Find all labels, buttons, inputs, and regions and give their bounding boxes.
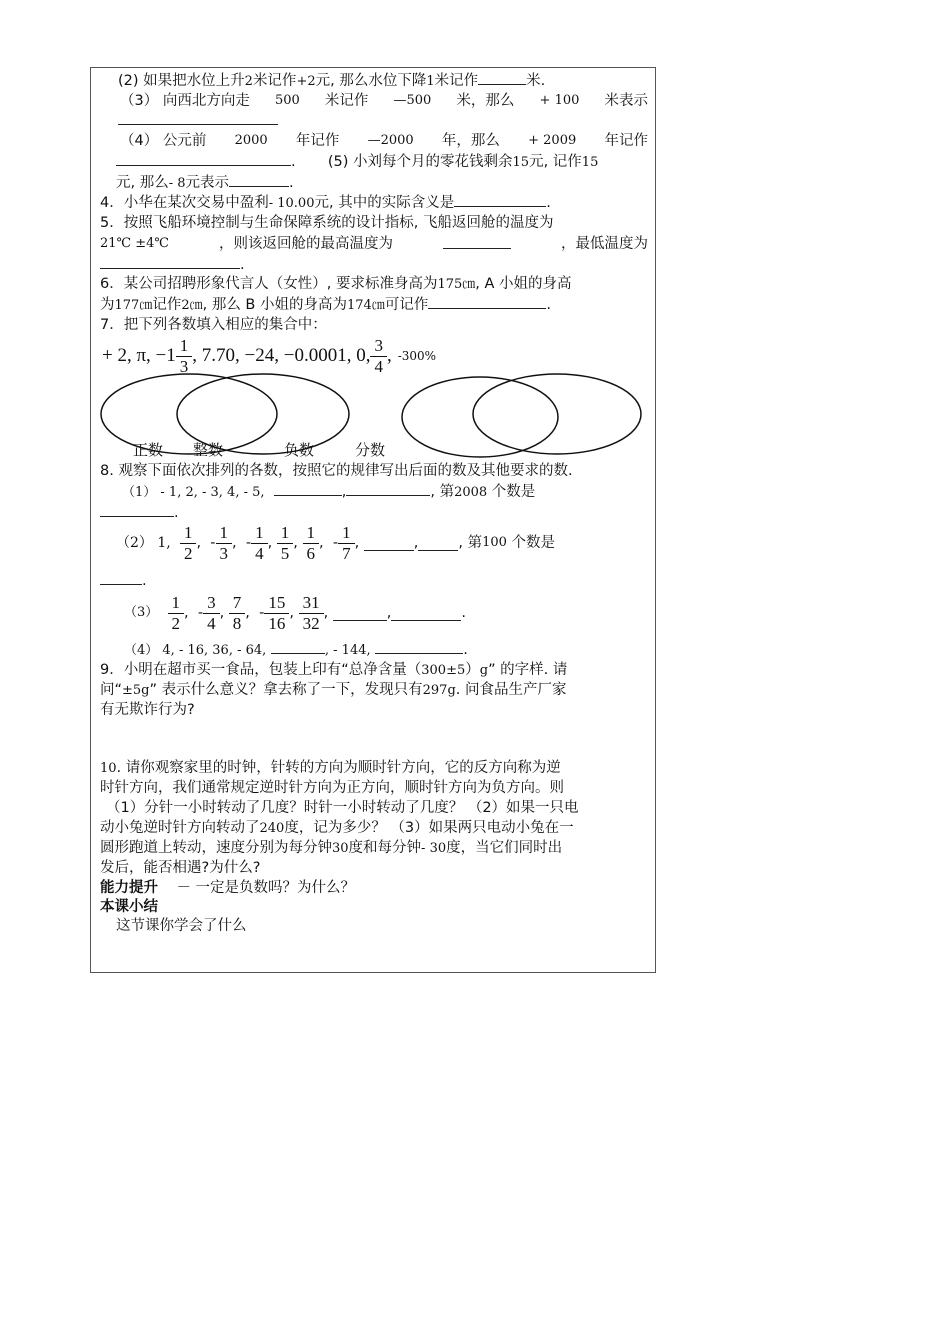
q9-line2: 问“±5g” 表示什么意义？拿去称了一下，发现只有297g. 问食品生产厂家 — [100, 682, 567, 698]
answer-blank[interactable] — [229, 172, 289, 187]
q6-line2: 为177㎝记作2㎝, 那么 B 小姐的身高为174㎝可记作 . — [100, 294, 650, 316]
q10-line1: 10. 请你观察家里的时钟，针转的方向为顺时针方向，它的反方向称为逆 — [100, 760, 561, 776]
q8-seq1: （1） - 1, 2, - 3, 4, - 5, , , 第2008 个数是 — [122, 481, 672, 503]
q7-title: 7．把下列各数填入相应的集合中： — [100, 317, 327, 333]
fraction: $\frac{1}{3}$ — [178, 336, 191, 377]
ability-section: 能力提升 － 一定是负数吗？为什么？ — [100, 880, 356, 896]
q8-seq3: （3） $\frac{1}{2}$ , - $\frac{3}{4}$ , $\frac{7}{8}$ , - $\frac{15}{16}$ , $\frac{31}{32}$ , , . — [124, 592, 466, 633]
q5-line3: . — [100, 254, 650, 275]
answer-blank[interactable] — [333, 606, 387, 621]
q10-line4: 动小兔逆时针方向转动了240度，记为多少？ （3）如果两只电动小兔在一 — [100, 820, 574, 836]
q10-line2: 时针方向，我们通常规定逆时针方向为正方向，顺时针方向为负方向。则 — [100, 780, 564, 796]
q10-line3: （1）分针一小时转动了几度？时针一小时转动了几度？ （2）如果一只电 — [106, 800, 579, 816]
ability-heading: 能力提升 — [100, 880, 158, 896]
q5-line1: 5．按照飞船环境控制与生命保障系统的设计指标, 飞船返回舱的温度为 — [100, 215, 554, 231]
answer-blank[interactable] — [100, 254, 240, 269]
summary-heading: 本课小结 — [100, 899, 158, 915]
answer-blank[interactable] — [274, 481, 342, 496]
q7-number-list: + 2, π, −1 $\frac{1}{3}$ , 7.70, −24, −0.0001, 0, $\frac{3}{4}$ , -300% — [102, 335, 437, 376]
answer-blank[interactable] — [375, 639, 463, 654]
answer-blank[interactable] — [100, 502, 174, 517]
answer-blank[interactable] — [443, 234, 511, 249]
q9-line3: 有无欺诈行为? — [100, 702, 195, 718]
set-label-integer: 整数 — [193, 441, 224, 459]
answer-blank[interactable] — [271, 639, 325, 654]
answer-blank[interactable] — [346, 481, 430, 496]
q4: 4．小华在某次交易中盈利- 10.00元, 其中的实际含义是 . — [100, 192, 650, 214]
set-label-negative: 负数 — [284, 441, 315, 459]
q8-seq4: （4） 4, - 16, 36, - 64, , - 144, . — [124, 639, 674, 661]
set-label-positive: 正数 — [133, 441, 164, 459]
q3-part5: . (5) 小刘每个月的零花钱剩余15元, 记作15 — [116, 151, 666, 173]
q8-seq2-answer: . — [100, 570, 650, 591]
q8-seq2: （2） 1, $\frac{1}{2}$ , - $\frac{1}{3}$ , - $\frac{1}{4}$ , $\frac{1}{5}$ , $\frac{1}{6}$ , - $\frac{1}{7}$ , , , 第 100 个数是 — [116, 522, 556, 563]
answer-blank[interactable] — [118, 110, 278, 125]
q9-line1: 9．小明在超市买一食品，包装上印有“总净含量（300±5）g” 的字样. 请 — [100, 662, 568, 678]
q3-part4: （4） 公元前 2000 年记作 —2000 年，那么 + 2009 年记作 — [120, 133, 648, 149]
summary-prompt: 这节课你学会了什么 — [116, 918, 247, 934]
answer-blank[interactable] — [391, 606, 461, 621]
q10-line5: 圆形跑道上转动，速度分别为每分钟30度和每分钟- 30度，当它们同时出 — [100, 840, 563, 856]
answer-blank[interactable] — [364, 536, 414, 551]
answer-blank[interactable] — [116, 151, 291, 166]
fraction: $\frac{3}{4}$ — [372, 336, 385, 377]
answer-blank[interactable] — [454, 192, 546, 207]
q8-seq1-answer: . — [100, 502, 650, 523]
q3-part2: (2) 如果把水位上升2米记作+2元, 那么水位下降1米记作 米. — [118, 70, 668, 92]
answer-blank[interactable] — [428, 294, 546, 309]
q3-part3: （3） 向西北方向走 500 米记作 —500 米，那么 + 100 米表示 — [120, 93, 648, 109]
q3-part3-answer — [118, 110, 668, 131]
answer-blank[interactable] — [418, 536, 458, 551]
set-label-fraction: 分数 — [355, 441, 386, 459]
q3-part5-cont: 元, 那么- 8元表示 . — [116, 172, 666, 194]
q8-title: 8. 观察下面依次排列的各数，按照它的规律写出后面的数及其他要求的数. — [100, 463, 573, 479]
answer-blank[interactable] — [478, 70, 526, 85]
q10-line6: 发后，能否相遇?为什么? — [100, 860, 261, 876]
q6-line1: 6．某公司招聘形象代言人（女性）, 要求标准身高为175㎝, A 小姐的身高 — [100, 276, 572, 292]
q5-line2: 21℃ ±4℃ ，则该返回舱的最高温度为 ，最低温度为 — [100, 236, 648, 252]
answer-blank[interactable] — [100, 570, 142, 585]
